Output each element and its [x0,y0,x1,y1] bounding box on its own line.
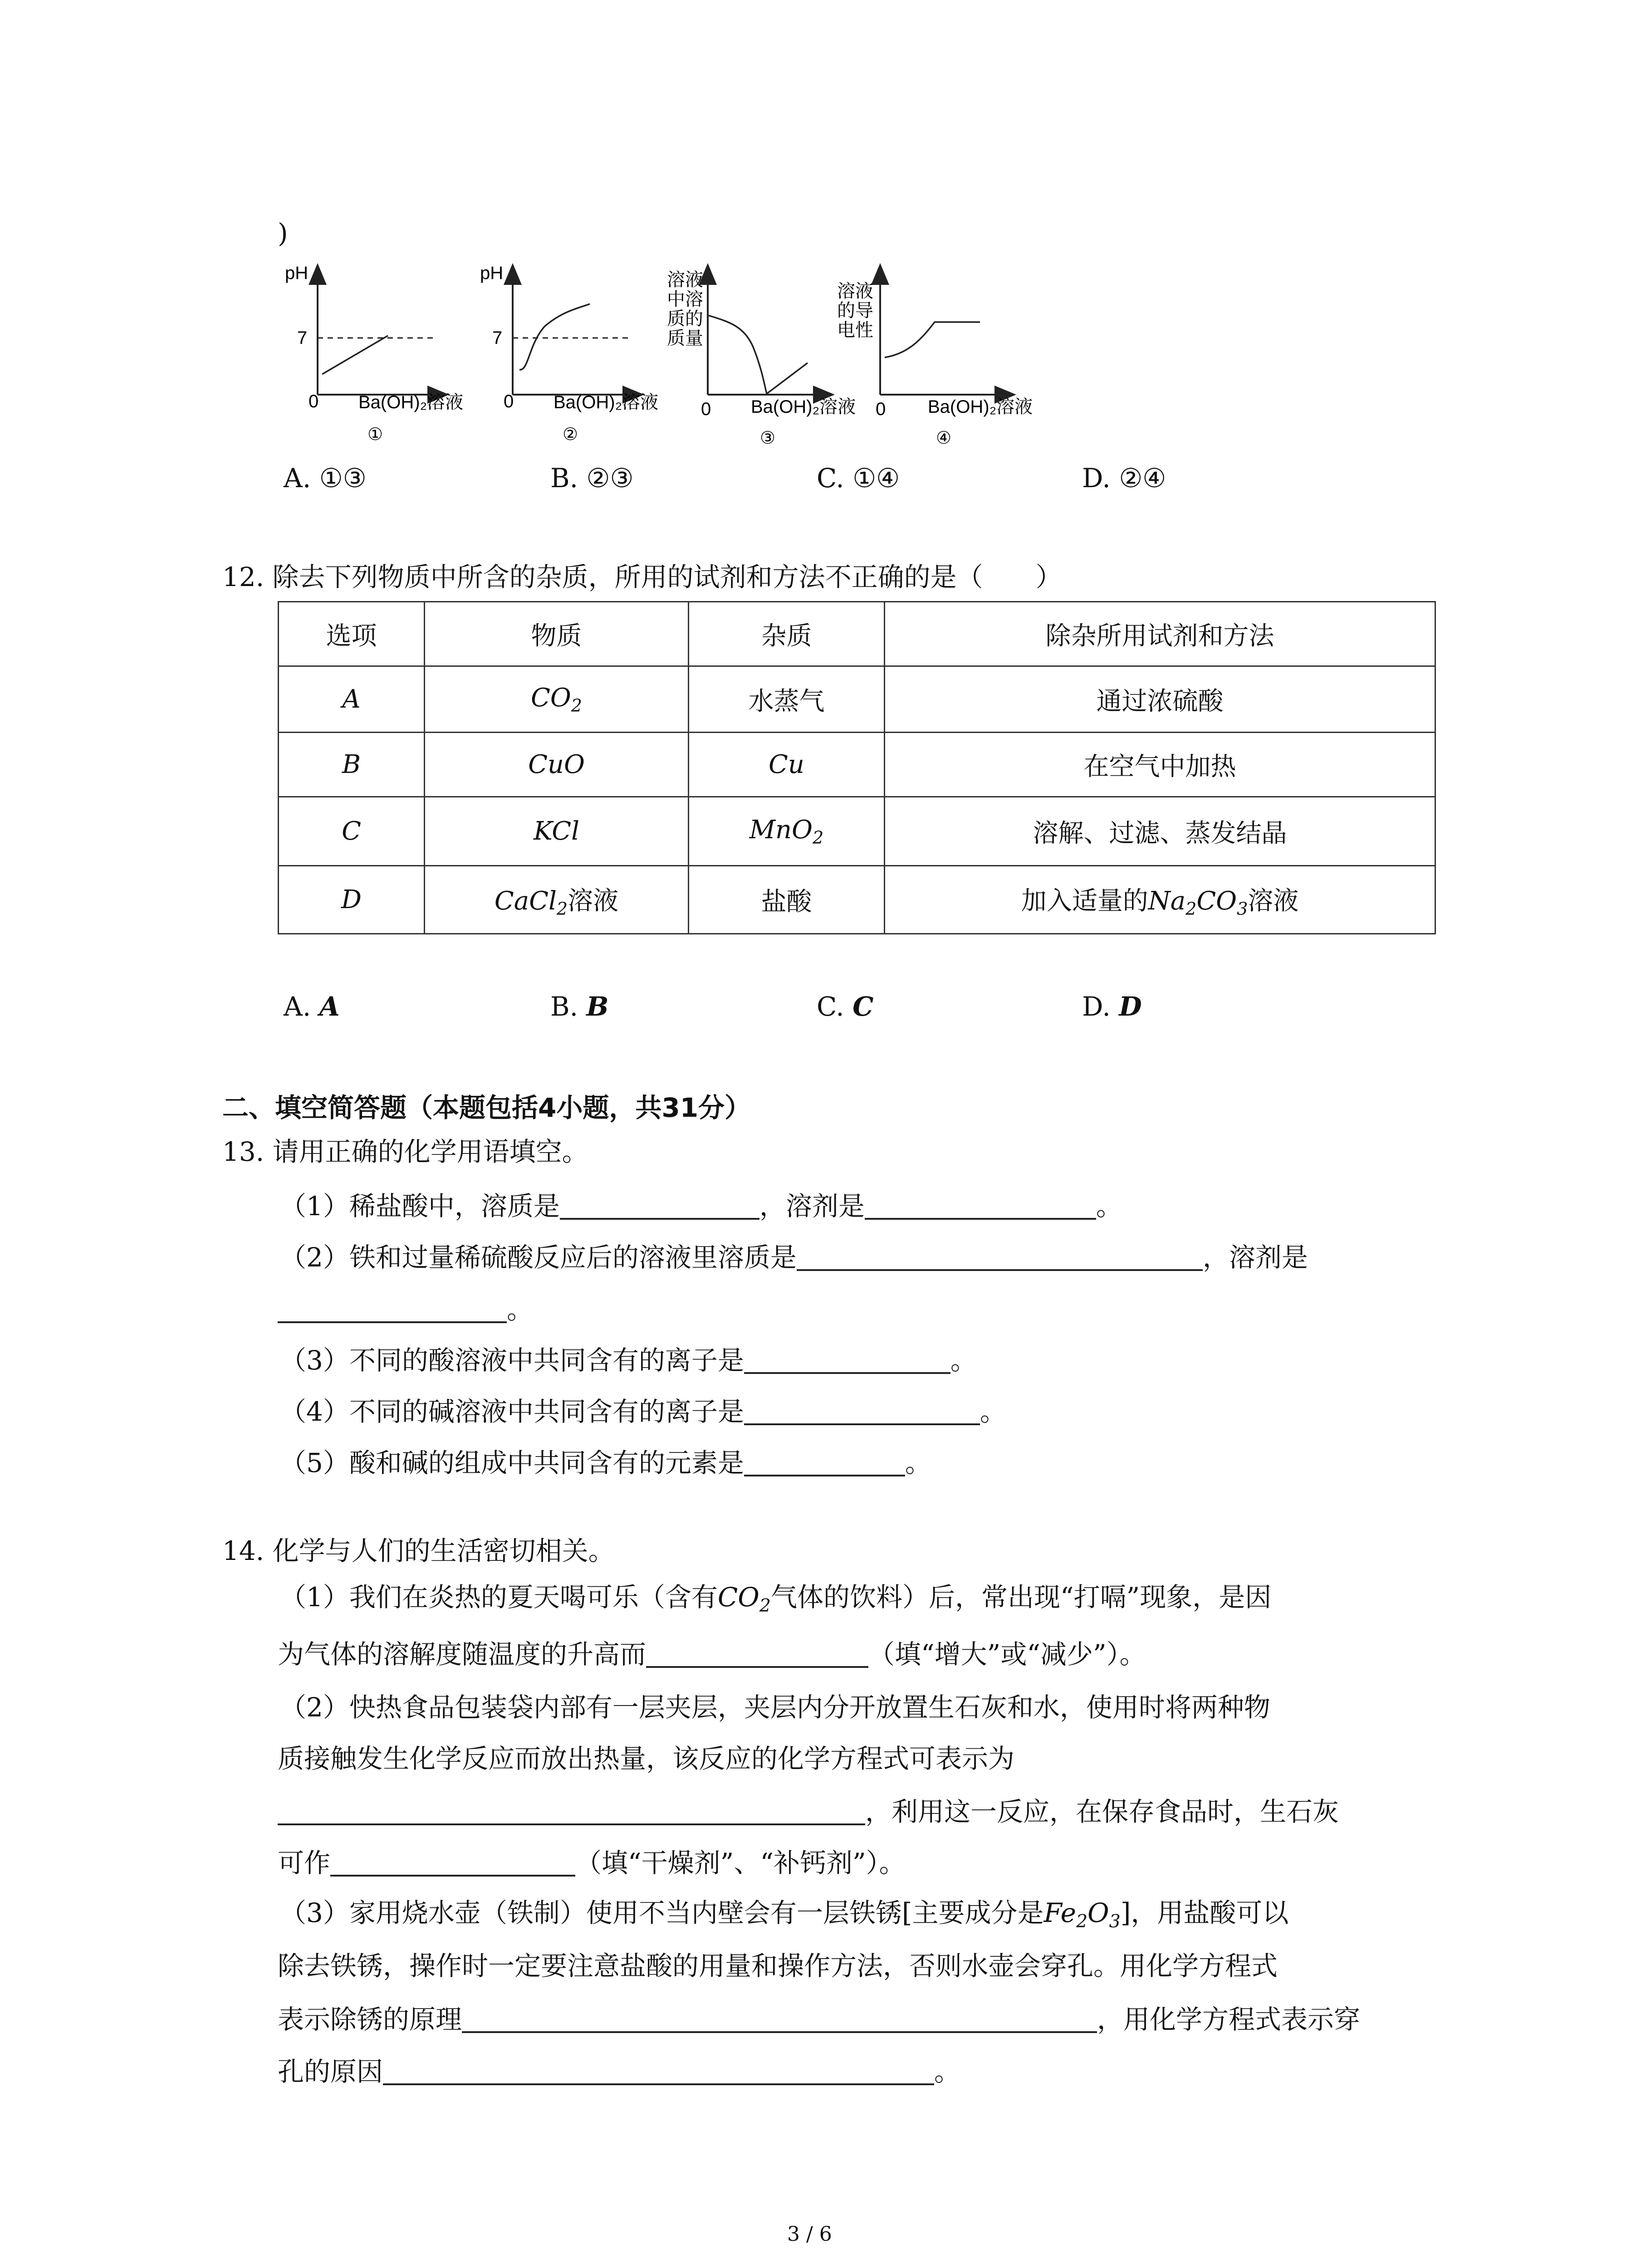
table-header-row [279,602,1435,666]
row-method: 在空气中加热 [885,733,1435,797]
g2-ylabel: pH [480,263,504,283]
q14-2-equation-blank[interactable] [278,1797,865,1825]
g4-num: ④ [936,428,952,448]
q14-line8: 除去铁锈，操作时一定要注意盐酸的用量和操作方法，否则水壶会穿孔。用化学方程式 [278,1950,1278,1981]
q13-part2: （2）铁和过量稀硫酸反应后的溶液里溶质是 ，溶剂是 [280,1242,1308,1273]
q13-1-solute-blank[interactable] [560,1192,759,1220]
q14-line4: 质接触发生化学反应而放出热量，该反应的化学方程式可表示为 [278,1743,1015,1774]
q12-option-c[interactable]: C. C [817,991,874,1022]
g3-ylabel-3: 质的 [667,309,703,329]
q12-table [278,601,1436,934]
header-substance: 物质 [425,602,689,666]
q14-line2: 为气体的溶解度随温度的升高而 （填“增大”或“减少”）。 [278,1639,1146,1670]
g3-num: ③ [760,428,776,448]
g1-xlabel: Ba(OH)₂溶液 [358,392,464,412]
q13-4-blank[interactable] [744,1397,980,1425]
q13-5-blank[interactable] [744,1448,905,1476]
g4-ylabel-1: 溶液 [837,281,873,301]
g1-origin: 0 [309,391,319,411]
q14-3-hole-equation-blank[interactable] [383,2057,934,2085]
row-method: 加入适量的$Na_2CO_3$溶液 [885,866,1435,934]
row-substance: CuO [425,733,689,797]
q13-part1: （1）稀盐酸中，溶质是 ，溶剂是 。 [280,1191,1122,1222]
g2-seven: 7 [492,328,503,348]
row-option: B [279,733,425,797]
q13-part3: （3）不同的酸溶液中共同含有的离子是 。 [280,1345,977,1376]
q11-option-a[interactable]: A. ①③ [284,463,367,494]
header-method: 除杂所用试剂和方法 [885,602,1435,666]
g4-ylabel-3: 电性 [837,320,873,340]
q13-2-solute-blank[interactable] [797,1243,1203,1271]
q12-stem: 12. 除去下列物质中所含的杂质，所用的试剂和方法不正确的是（ ） [222,562,1062,592]
row-impurity: Cu [689,733,885,797]
row-substance: $CO_2$ [425,666,689,733]
q14-line5: ，利用这一反应，在保存食品时，生石灰 [278,1797,1339,1825]
table-row [279,733,1435,797]
q12-option-a[interactable]: A. A [284,991,340,1022]
row-impurity: MnO$_2$ [689,797,885,866]
row-substance: KCl [425,797,689,866]
g1-ylabel: pH [285,263,309,283]
q13-3-blank[interactable] [744,1346,950,1374]
row-option: A [279,666,425,733]
continued-paren: ) [278,218,288,249]
row-method: 通过浓硫酸 [885,666,1435,733]
row-option: C [279,797,425,866]
q11-option-c[interactable]: C. ①④ [817,463,900,494]
g2-origin: 0 [504,391,514,411]
q13-1-solvent-blank[interactable] [865,1192,1096,1220]
q14-line6: 可作 （填“干燥剂”、“补钙剂”）。 [278,1848,906,1878]
header-option: 选项 [279,602,425,666]
header-impurity: 杂质 [689,602,885,666]
g3-ylabel-2: 中溶 [667,289,703,309]
g4-origin: 0 [876,399,886,419]
section-title: 二、填空简答题（本题包括4小题，共31分） [222,1092,751,1123]
q14-3-rust-equation-blank[interactable] [462,2005,1097,2033]
q14-line9: 表示除锈的原理 ，用化学方程式表示穿 [278,2004,1361,2035]
g4-ylabel-2: 的导 [837,301,873,321]
q11-option-b[interactable]: B. ②③ [550,463,634,494]
row-option: D [279,866,425,934]
g3-origin: 0 [701,399,711,419]
table-row [279,866,1435,934]
q13-part2-cont: 。 [278,1295,533,1323]
page-number: 3 / 6 [787,2223,832,2246]
q12-option-d[interactable]: D. D [1082,991,1142,1022]
q14-line1: （1）我们在炎热的夏天喝可乐（含有$CO_2$气体的饮料）后，常出现“打嗝”现象，是因 [280,1582,1272,1616]
g2-xlabel: Ba(OH)₂溶液 [554,392,659,412]
g3-ylabel-1: 溶液 [667,270,703,290]
row-impurity: 盐酸 [689,866,885,934]
row-impurity: 水蒸气 [689,666,885,733]
table-row [279,797,1435,866]
q12-option-b[interactable]: B. B [550,991,609,1022]
q11-graphs [272,259,1071,458]
g1-num: ① [367,424,383,444]
q13-part4: （4）不同的碱溶液中共同含有的离子是 。 [280,1396,1006,1427]
q11-option-d[interactable]: D. ②④ [1082,463,1166,494]
row-method: 溶解、过滤、蒸发结晶 [885,797,1435,866]
q13-part5: （5）酸和碱的组成中共同含有的元素是 。 [280,1447,931,1478]
g2-num: ② [563,424,578,444]
q14-line7: （3）家用烧水壶（铁制）使用不当内壁会有一层铁锈[主要成分是$Fe_2O_3$]，用盐酸可以 [280,1897,1289,1932]
q13-2-solvent-blank[interactable] [278,1295,507,1323]
row-substance: CaCl$_2$溶液 [425,866,689,934]
q14-2-use-blank[interactable] [330,1848,575,1877]
q14-1-blank[interactable] [646,1640,868,1668]
g4-xlabel: Ba(OH)₂溶液 [928,397,1033,417]
q14-line3: （2）快热食品包装袋内部有一层夹层，夹层内分开放置生石灰和水，使用时将两种物 [280,1692,1270,1723]
g3-xlabel: Ba(OH)₂溶液 [751,397,856,417]
q14-stem: 14. 化学与人们的生活密切相关。 [222,1535,615,1566]
q14-line10: 孔的原因 。 [278,2056,961,2087]
table-row [279,666,1435,733]
g3-ylabel-4: 质量 [667,328,703,348]
q13-stem: 13. 请用正确的化学用语填空。 [222,1136,588,1167]
g1-seven: 7 [297,328,308,348]
